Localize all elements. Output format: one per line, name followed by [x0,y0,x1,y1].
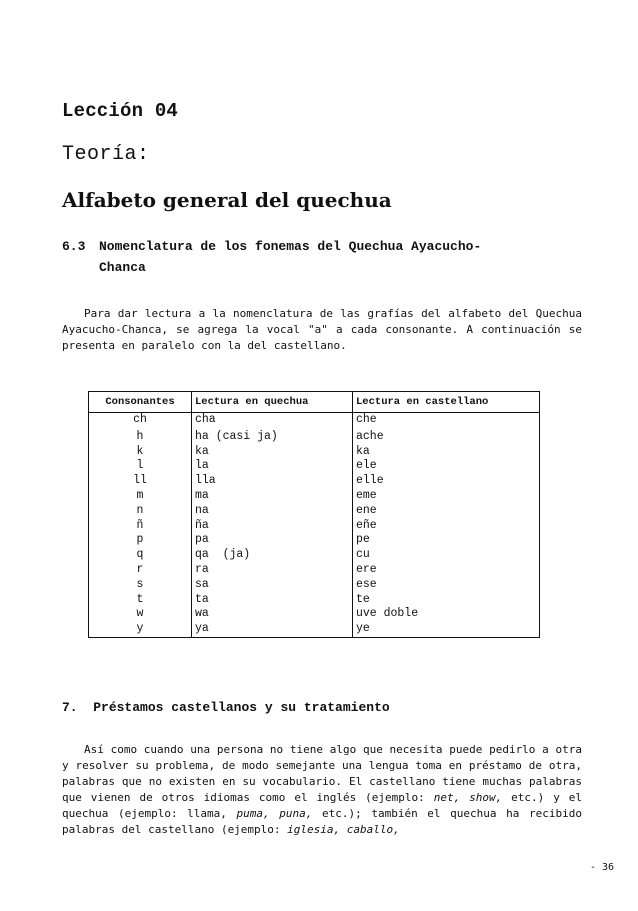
table-row [89,445,540,460]
loans-text-1: Así como cuando una persona no tiene algo que necesita puede pedirlo a otra y resolver su problema, de modo semejante una lengua toma en préstamo de otra, palabras que no existen en su vocabulario. El castellano tiene muchas palabras que vienen de otros idiomas como el inglés (ejemplo: [62,743,582,804]
consonant-cell: n [89,504,192,519]
spanish-reading-cell: pe [353,533,540,548]
section-6-3-heading [62,236,582,278]
consonant-cell: y [89,622,192,637]
consonant-cell: w [89,607,192,622]
loans-text-2: etc.) y el quechua (ejemplo: llama, [62,791,582,820]
theory-label: Teoría: [62,143,150,166]
quechua-reading-cell: na [192,504,353,519]
spanish-reading-cell: ese [353,578,540,593]
spanish-reading-cell: ere [353,563,540,578]
table-row [89,413,540,428]
consonant-cell: q [89,548,192,563]
page-number: - 36 [590,862,615,873]
consonant-table [88,391,540,638]
consonant-cell: k [89,445,192,460]
consonant-cell: t [89,593,192,608]
header-lectura-quechua: Lectura en quechua [192,392,353,413]
table-row [89,578,540,593]
spanish-reading-cell: ka [353,445,540,460]
table-row [89,607,540,622]
quechua-reading-cell: ña [192,519,353,534]
quechua-reading-cell: la [192,459,353,474]
quechua-reading-cell: ha (casi ja) [192,428,353,445]
spanish-reading-cell: eñe [353,519,540,534]
table-row [89,504,540,519]
section-7-heading [62,700,390,715]
section-number: 7. [62,700,78,715]
spanish-reading-cell: te [353,593,540,608]
quechua-reading-cell: cha [192,413,353,428]
loans-text-3: etc.); también el quechua ha recibido palabras del castellano (ejemplo: [62,807,582,836]
consonant-cell: m [89,489,192,504]
spanish-reading-cell: ele [353,459,540,474]
consonant-cell: l [89,459,192,474]
spanish-reading-cell: elle [353,474,540,489]
spanish-reading-cell: ache [353,428,540,445]
header-lectura-castellano: Lectura en castellano [353,392,540,413]
consonant-cell: r [89,563,192,578]
table-row [89,593,540,608]
quechua-reading-cell: pa [192,533,353,548]
section-title: Préstamos castellanos y su tratamiento [93,700,390,715]
table-row [89,428,540,445]
consonant-cell: ll [89,474,192,489]
table-row [89,563,540,578]
quechua-reading-cell: ya [192,622,353,637]
table-header-row [89,392,540,413]
consonant-cell: p [89,533,192,548]
spanish-reading-cell: ene [353,504,540,519]
consonant-cell: h [89,428,192,445]
quechua-reading-cell: wa [192,607,353,622]
table-body [89,413,540,638]
quechua-reading-cell: lla [192,474,353,489]
quechua-reading-cell: ma [192,489,353,504]
quechua-reading-cell: ra [192,563,353,578]
table-row [89,489,540,504]
table-row [89,459,540,474]
table-row [89,622,540,637]
loans-example-2: puma, puna, [236,807,313,820]
quechua-reading-cell: ka [192,445,353,460]
section-title-line2: Chanca [99,260,146,275]
quechua-reading-cell: sa [192,578,353,593]
quechua-reading-cell: qa (ja) [192,548,353,563]
loans-paragraph [62,742,582,838]
spanish-reading-cell: che [353,413,540,428]
loans-example-1: net, show, [433,791,503,804]
quechua-reading-cell: ta [192,593,353,608]
lesson-title: Lección 04 [62,100,179,122]
loans-example-3: iglesia, caballo, [287,823,400,836]
spanish-reading-cell: ye [353,622,540,637]
consonant-cell: ch [89,413,192,428]
table-row [89,519,540,534]
section-title-line1: Nomenclatura de los fonemas del Quechua Ayacucho- [99,239,482,254]
spanish-reading-cell: uve doble [353,607,540,622]
consonant-cell: ñ [89,519,192,534]
spanish-reading-cell: cu [353,548,540,563]
consonant-cell: s [89,578,192,593]
intro-paragraph: Para dar lectura a la nomenclatura de las grafías del alfabeto del Quechua Ayacucho-Chanca, se agrega la vocal "a" a cada consonante. A continuación se presenta en paralelo con la del castellano. [62,307,582,352]
header-consonantes: Consonantes [89,392,192,413]
table-row [89,533,540,548]
main-title: Alfabeto general del quechua [62,188,392,212]
spanish-reading-cell: eme [353,489,540,504]
table-row [89,548,540,563]
section-number: 6.3 [62,239,86,254]
table-row [89,474,540,489]
